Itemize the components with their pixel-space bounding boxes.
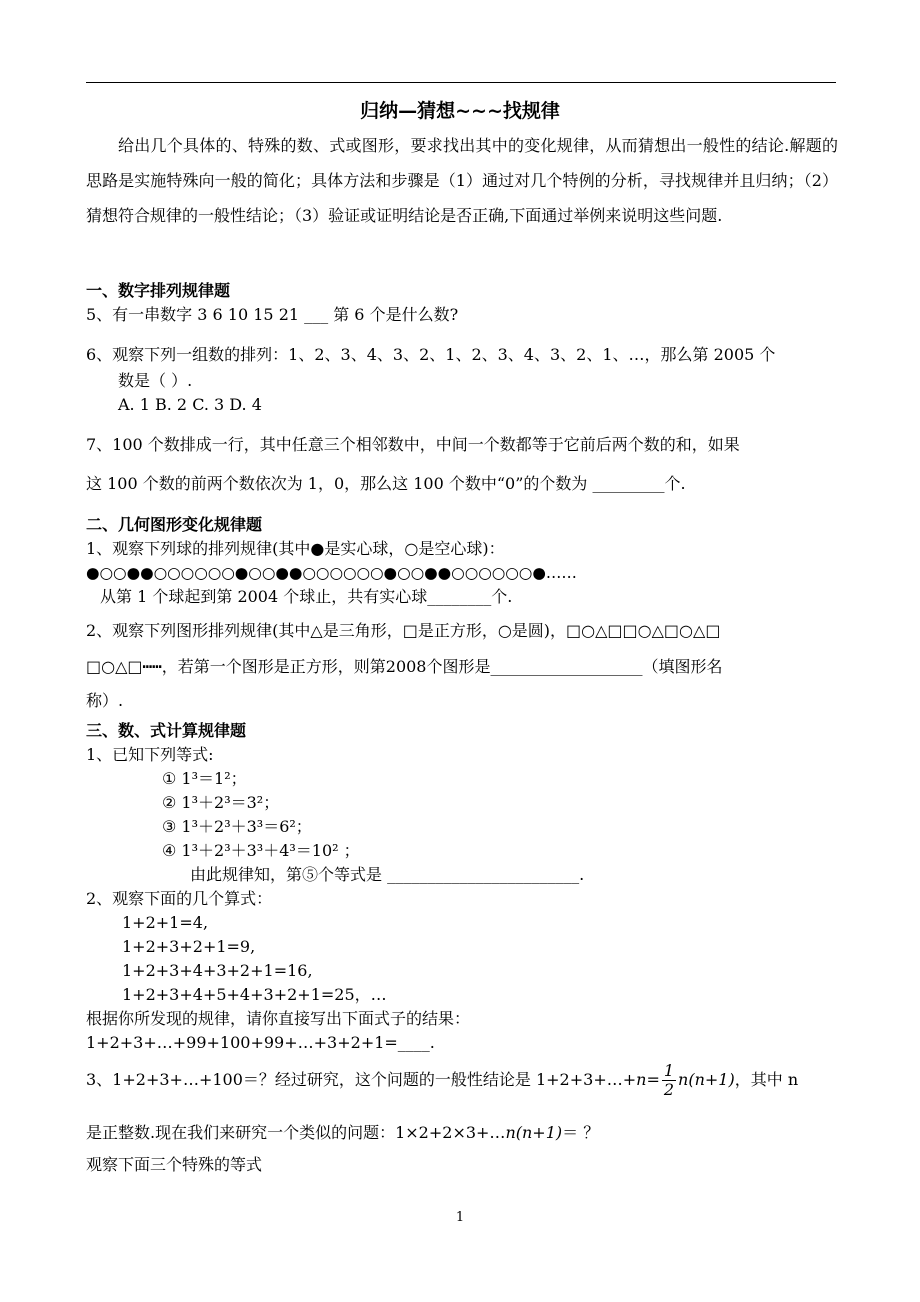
- equals-sign: =: [646, 1070, 660, 1089]
- sec2-question-1-line-1: 1、观察下列球的排列规律(其中●是实心球，○是空心球)：: [86, 539, 505, 558]
- fraction-one-half: [662, 1062, 676, 1099]
- sum-expression-1: 1+2+1=4,: [122, 913, 209, 932]
- sec3-question-2-ask: 根据你所发现的规律，请你直接写出下面式子的结果：: [86, 1009, 471, 1028]
- sec2-question-2-line-2: □○△□┅┅，若第一个图形是正方形，则第2008个图形是___________________（填图形名: [86, 657, 723, 676]
- question-7-line-2: 这 100 个数的前两个数依次为 1，0，那么这 100 个数中“0”的个数为 _________个.: [86, 474, 686, 493]
- section-2-heading: 二、几何图形变化规律题: [86, 515, 263, 534]
- sec3-question-3-line-1: [86, 1058, 798, 1102]
- sec3-question-1-intro: 1、已知下列等式:: [86, 745, 214, 764]
- ball-sequence: ●○○●●○○○○○○●○○●●○○○○○○●○○●●○○○○○○●……: [86, 564, 577, 582]
- equation-3: ③ 1³＋2³＋3³＝6²；: [162, 817, 312, 836]
- page-number: 1: [455, 1210, 465, 1225]
- intro-paragraph: 给出几个具体的、特殊的数、式或图形，要求找出其中的变化规律，从而猜想出一般性的结论.解题的思路是实施特殊向一般的简化；具体方法和步骤是（1）通过对几个特例的分析，寻找规律并且归纳；（2）猜想符合规律的一般性结论；（3）验证或证明结论是否正确,下面通过举例来说明这些问题.: [86, 136, 838, 225]
- equation-4: ④ 1³＋2³＋3³＋4³＝10² ；: [162, 841, 360, 860]
- sec2-question-2-line-3: 称）.: [86, 691, 124, 710]
- equation-2: ② 1³＋2³＝3²；: [162, 793, 280, 812]
- sec2-question-1-line-3: 从第 1 个球起到第 2004 个球止，共有实心球________个.: [100, 587, 513, 606]
- sec3-question-3-line-3: 观察下面三个特殊的等式: [86, 1155, 263, 1174]
- fraction-numerator: 1: [663, 1061, 675, 1080]
- variable-n: n: [636, 1070, 647, 1089]
- question-6-options: A. 1 B. 2 C. 3 D. 4: [118, 395, 262, 414]
- section-3-heading: 三、数、式计算规律题: [86, 721, 247, 740]
- section-1-heading: 一、数字排列规律题: [86, 281, 231, 300]
- question-6-line-1: 6、观察下列一组数的排列：1、2、3、4、3、2、1、2、3、4、3、2、1、…，那么第 2005 个: [86, 345, 776, 364]
- formula-n-n-plus-1: n(n+1): [678, 1070, 735, 1089]
- sec3-question-2-expression: 1+2+3+…+99+100+99+…+3+2+1=____.: [86, 1033, 435, 1052]
- sec2-question-2-line-1: 2、观察下列图形排列规律(其中△是三角形，□是正方形，○是圆)，□○△□□○△□○△□: [86, 621, 721, 640]
- question-3-line-2-text: 是正整数.现在我们来研究一个类似的问题：1×2+2×3+…: [86, 1123, 506, 1142]
- product-term: n(n+1): [505, 1123, 563, 1142]
- page-title: 归纳—猜想~~~找规律: [360, 100, 560, 122]
- question-3-text-a: 3、1+2+3+…+100＝？经过研究，这个问题的一般性结论是 1+2+3+…+: [86, 1070, 637, 1089]
- fraction-denominator: 2: [663, 1080, 675, 1099]
- question-5: 5、有一串数字 3 6 10 15 21 ___ 第 6 个是什么数?: [86, 305, 459, 324]
- question-3-text-b: ，其中 n: [734, 1070, 799, 1089]
- question-7-line-1: 7、100 个数排成一行，其中任意三个相邻数中，中间一个数都等于它前后两个数的和，如果: [86, 435, 740, 454]
- sec3-question-1-conclusion: 由此规律知，第⑤个等式是 ________________________.: [190, 865, 585, 884]
- sum-expression-2: 1+2+3+2+1=9,: [122, 937, 256, 956]
- question-6-line-2: 数是（ ）.: [118, 371, 193, 390]
- header-rule: [86, 82, 836, 83]
- question-3-line-2-end: ＝ ？: [562, 1123, 600, 1142]
- sum-expression-4: 1+2+3+4+5+4+3+2+1=25，…: [122, 985, 387, 1004]
- sec3-question-2-intro: 2、观察下面的几个算式：: [86, 889, 273, 908]
- equation-1: ① 1³＝1²；: [162, 769, 247, 788]
- sum-expression-3: 1+2+3+4+3+2+1=16,: [122, 961, 313, 980]
- sec3-question-3-line-2: [86, 1122, 599, 1144]
